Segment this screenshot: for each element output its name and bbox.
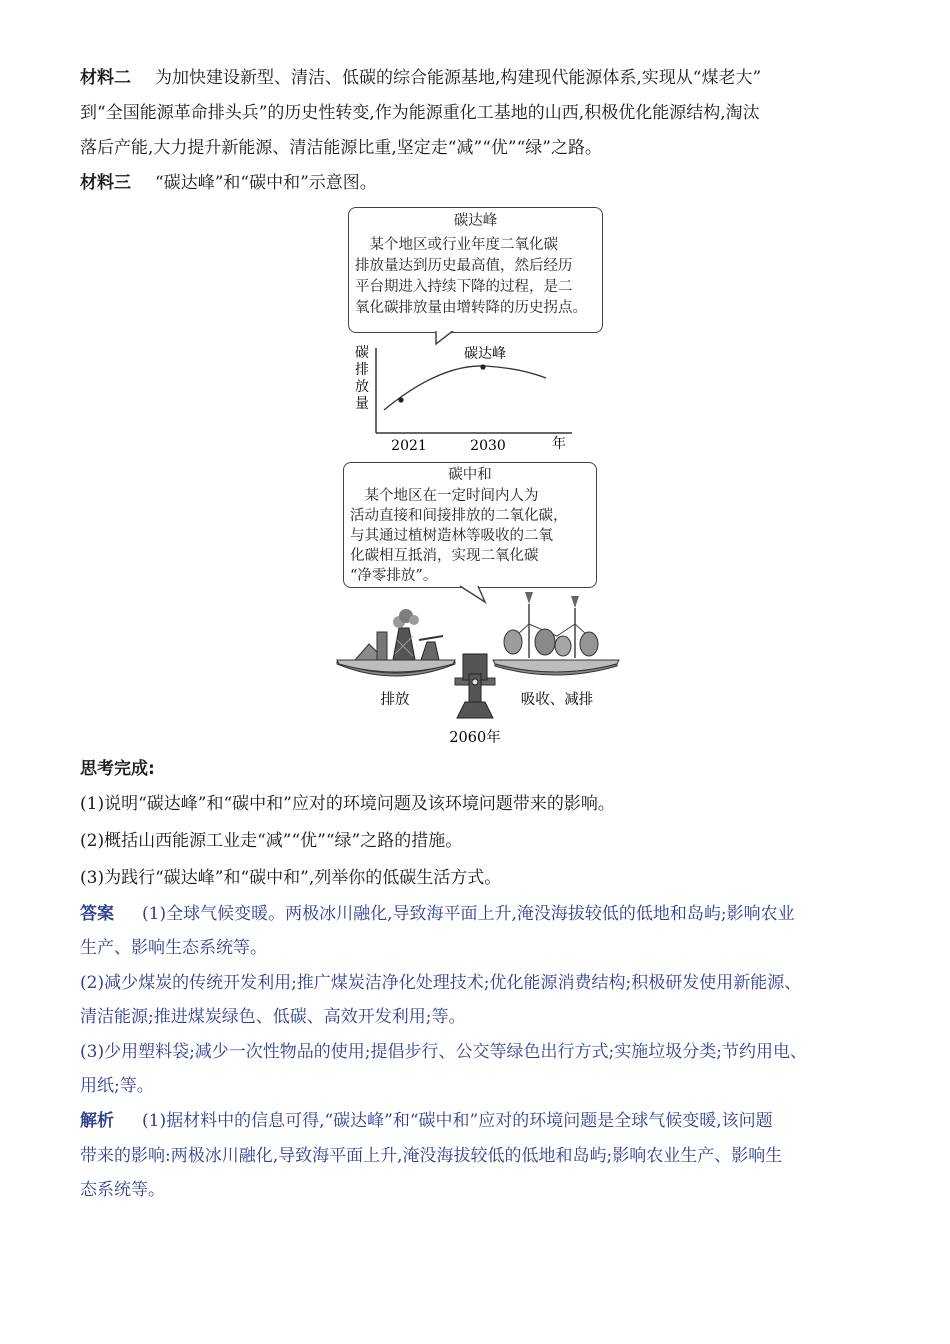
balance-scale-illustration [335, 584, 625, 754]
answer-1-text-2: 生产、影响生态系统等。 [80, 938, 267, 958]
tree-1 [504, 630, 522, 654]
carbon-neutral-text-5: “净零排放”。 [350, 568, 438, 584]
emission-sources [355, 609, 443, 660]
analysis-label: 解析 [80, 1111, 114, 1131]
carbon-neutral-title: 碳中和 [448, 467, 492, 483]
pump-arm [419, 636, 443, 640]
ylabel-char-4: 量 [355, 396, 369, 412]
scale-base-label: 2060年 [449, 730, 501, 746]
ylabel-char-3: 放 [355, 379, 369, 395]
carbon-neutral-text-1: 某个地区在一定时间内人为 [350, 488, 539, 504]
answer-line-1 [80, 902, 795, 926]
material3-line [80, 171, 377, 195]
questions-heading: 思考完成: [80, 759, 155, 779]
answer-label: 答案 [80, 904, 114, 924]
answer-3-text-1: (3)少用塑料袋;减少一次性物品的使用;提倡步行、公交等绿色出行方式;实施垃圾分类;节约用电、 [80, 1042, 807, 1062]
material2-label: 材料二 [80, 68, 131, 88]
oil-pump [421, 642, 439, 660]
ylabel-char-1: 碳 [355, 345, 369, 361]
emission-curve-chart [340, 330, 600, 460]
material3-text: “碳达峰”和“碳中和”示意图。 [155, 173, 377, 193]
material2-text-1: 为加快建设新型、清洁、低碳的综合能源基地,构建现代能源体系,实现从“煤老大” [155, 68, 762, 88]
material3-label: 材料三 [80, 173, 131, 193]
carbon-peak-title: 碳达峰 [453, 213, 498, 229]
scale-stand [469, 674, 481, 702]
analysis-text-1: (1)据材料中的信息可得,“碳达峰”和“碳中和”应对的环境问题是全球气候变暖,该问题 [142, 1111, 773, 1131]
carbon-peak-text-2: 排放量达到历史最高值，然后经历 [355, 258, 573, 274]
scale-right-label: 吸收、减排 [520, 692, 594, 708]
carbon-neutral-text-3: 与其通过植树造林等吸收的二氧 [350, 528, 553, 544]
point-2021 [398, 397, 403, 402]
question-3: (3)为践行“碳达峰”和“碳中和”,列举你的低碳生活方式。 [80, 868, 502, 888]
smoke-3 [409, 615, 419, 625]
emission-curve [384, 366, 546, 410]
material2-text-2: 到“全国能源革命排头兵”的历史性转变,作为能源重化工基地的山西,积极优化能源结构,淘汰 [80, 103, 760, 123]
neutral-box-tail [460, 586, 485, 602]
carbon-peak-text-4: 氧化碳排放量由增转降的历史拐点。 [355, 300, 587, 316]
question-2: (2)概括山西能源工业走“减”“优”“绿”之路的措施。 [80, 831, 463, 851]
x-axis-label: 年 [552, 436, 566, 452]
answer-3-text-2: 用纸;等。 [80, 1076, 154, 1096]
scale-left-label: 排放 [380, 692, 410, 708]
carbon-peak-text-3: 平台期进入持续下降的过程，是二 [355, 279, 573, 295]
analysis-text-3: 态系统等。 [80, 1180, 165, 1200]
point-peak-2030 [480, 364, 485, 369]
tree-2 [535, 629, 555, 655]
answer-2-text-2: 清洁能源;推进煤炭绿色、低碳、高效开发利用;等。 [80, 1007, 466, 1027]
turbine-2-blade [571, 596, 579, 608]
material2-text-3: 落后产能,大力提升新能源、清洁能源比重,坚定走“减”“优”“绿”之路。 [80, 138, 602, 158]
question-1: (1)说明“碳达峰”和“碳中和”应对的环境问题及该环境问题带来的影响。 [80, 794, 615, 814]
scale-base [457, 702, 493, 718]
analysis-line-1 [80, 1109, 773, 1133]
material2-line1 [80, 66, 761, 90]
ylabel-char-2: 排 [355, 362, 369, 378]
x-tick-2030: 2030 [470, 438, 506, 454]
carbon-neutral-box [343, 462, 597, 588]
turbine-1-blade [525, 592, 533, 604]
peak-label: 碳达峰 [464, 346, 506, 362]
absorption-sources [504, 592, 598, 658]
carbon-neutral-text-4: 化碳相互抵消，实现二氧化碳 [350, 548, 539, 564]
answer-2-text-1: (2)减少煤炭的传统开发利用;推广煤炭洁净化处理技术;优化能源消费结构;积极研发使用新能源、 [80, 973, 802, 993]
analysis-text-2: 带来的影响:两极冰川融化,导致海平面上升,淹没海拔较低的低地和岛屿;影响农业生产、影响生 [80, 1146, 783, 1166]
answer-1-text-1: (1)全球气候变暖。两极冰川融化,导致海平面上升,淹没海拔较低的低地和岛屿;影响农业 [142, 904, 795, 924]
peak-box-tail-mask [435, 330, 457, 331]
tree-4 [580, 632, 598, 656]
carbon-peak-box [348, 207, 603, 333]
tree-3 [555, 636, 571, 656]
scale-pivot [472, 679, 478, 685]
chimney [377, 632, 387, 660]
carbon-neutral-text-2: 活动直接和间接排放的二氧化碳， [350, 508, 568, 524]
carbon-peak-text-1: 某个地区或行业年度二氧化碳 [355, 237, 558, 253]
peak-box-tail [436, 330, 454, 344]
neutral-box-tail-mask [458, 584, 482, 586]
x-tick-2021: 2021 [391, 438, 427, 454]
